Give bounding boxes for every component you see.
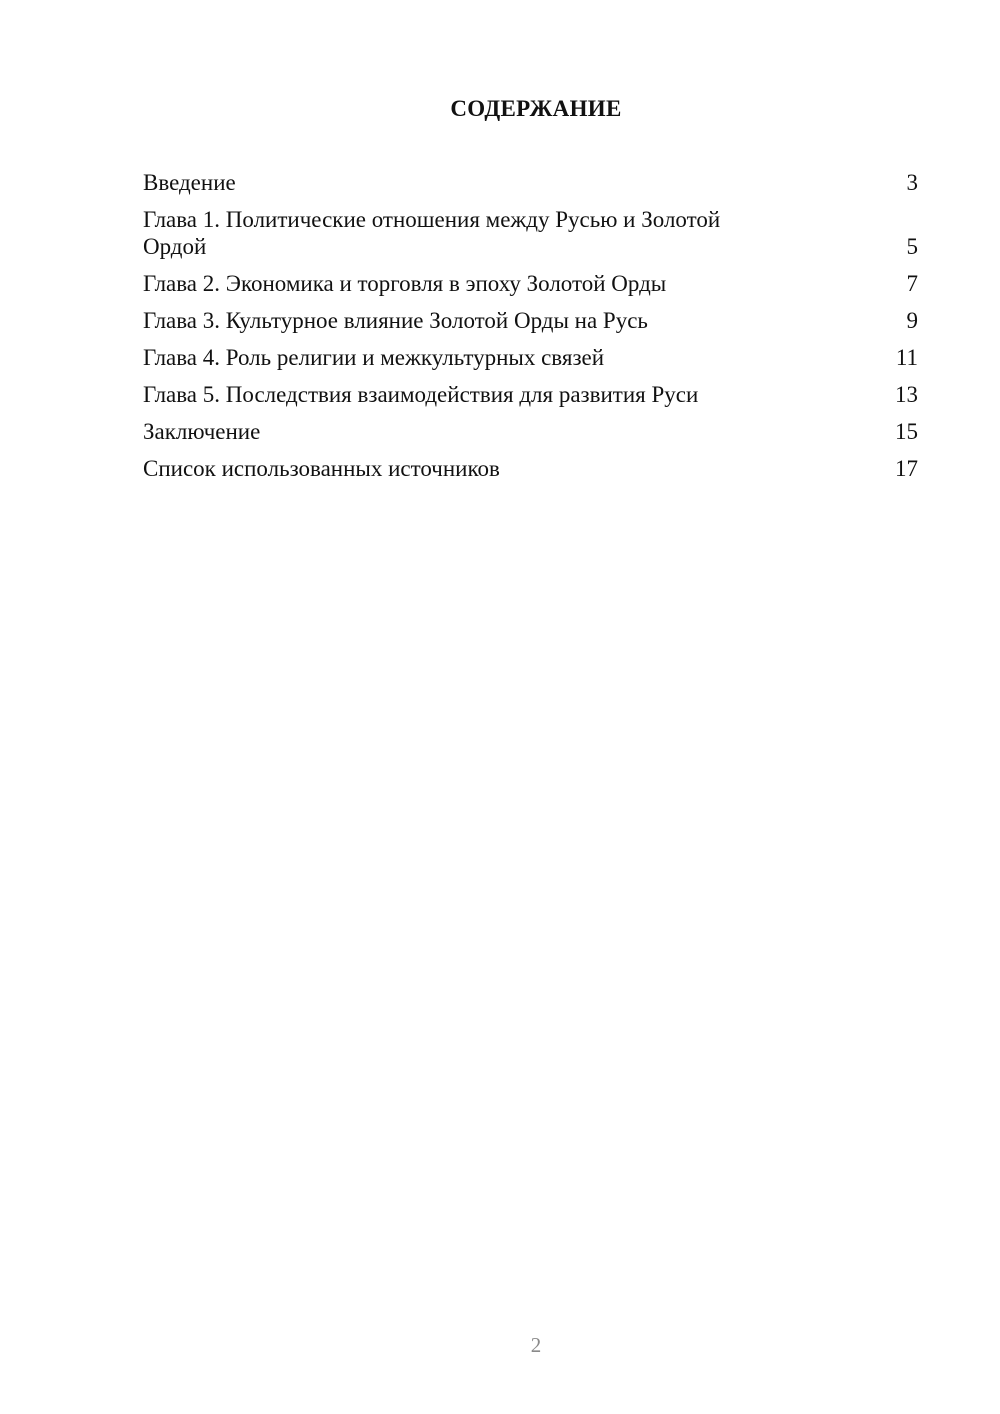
toc-entry-page: 13	[895, 382, 918, 407]
toc-entry-page: 15	[895, 419, 918, 444]
toc-entry-title: Введение	[143, 170, 236, 195]
toc-entry-page: 17	[895, 456, 918, 481]
toc-entry	[143, 307, 918, 334]
toc-entry	[143, 270, 918, 297]
toc-entry-title: Глава 5. Последствия взаимодействия для развития Руси	[143, 382, 699, 407]
toc-entry	[143, 381, 918, 408]
toc-entry-page: 5	[906, 234, 918, 259]
toc-entry	[143, 206, 918, 260]
toc-entry-title: Глава 1. Политические отношения между Русью и Золотой Ордой	[143, 207, 721, 259]
toc-entry-page: 9	[906, 308, 918, 333]
table-of-contents	[143, 169, 918, 492]
toc-entry	[143, 344, 918, 371]
toc-entry	[143, 455, 918, 482]
page-title: СОДЕРЖАНИЕ	[450, 96, 622, 121]
toc-entry-title: Заключение	[143, 419, 261, 444]
toc-entry-page: 11	[895, 345, 918, 370]
toc-entry-title: Глава 2. Экономика и торговля в эпоху Золотой Орды	[143, 271, 667, 296]
toc-entry-page: 3	[906, 170, 918, 195]
toc-entry	[143, 169, 918, 196]
toc-entry-title: Список использованных источников	[143, 456, 500, 481]
toc-entry-title: Глава 3. Культурное влияние Золотой Орды на Русь	[143, 308, 648, 333]
page-number: 2	[530, 1333, 542, 1357]
toc-entry	[143, 418, 918, 445]
toc-entry-title: Глава 4. Роль религии и межкультурных связей	[143, 345, 605, 370]
toc-entry-page: 7	[906, 271, 918, 296]
